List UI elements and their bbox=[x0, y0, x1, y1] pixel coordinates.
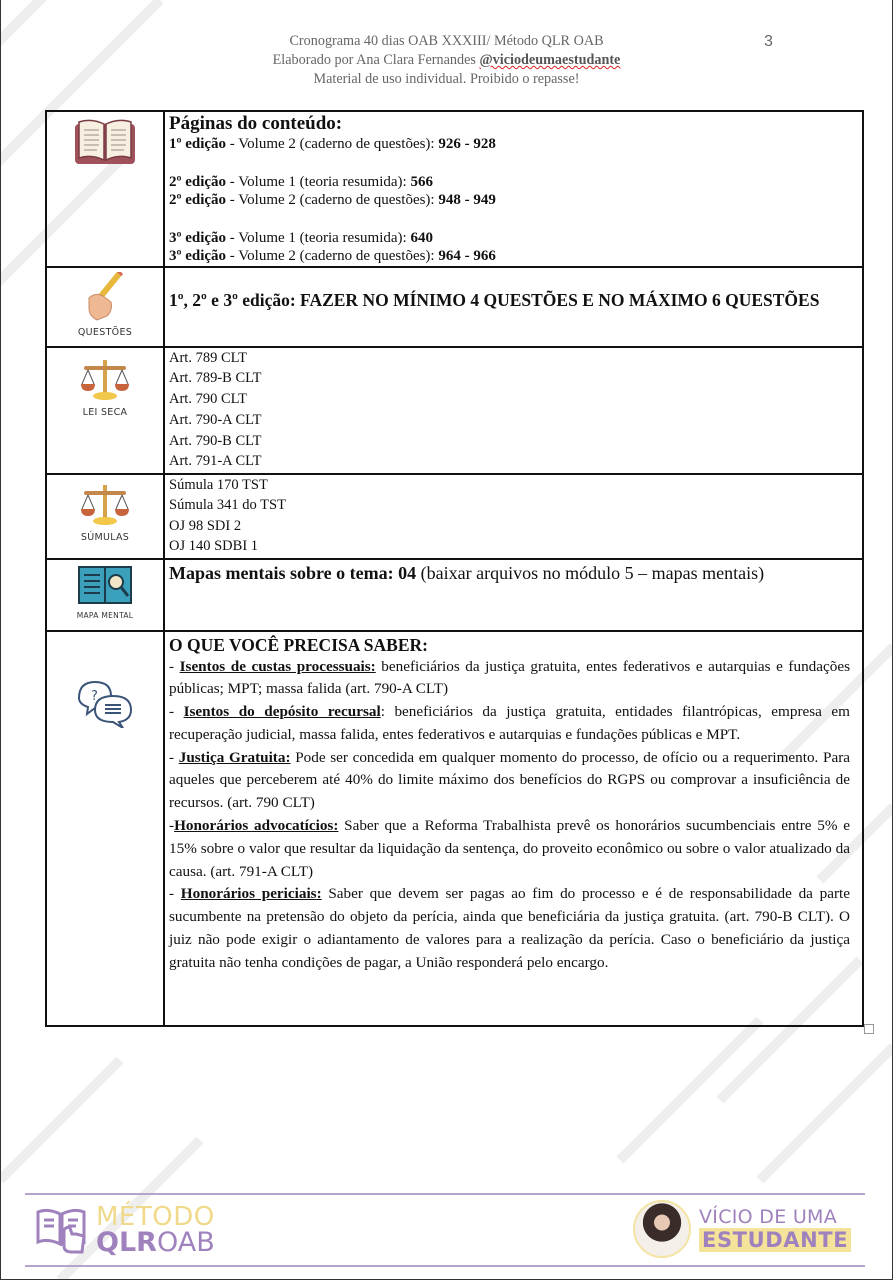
svg-text:?: ? bbox=[91, 688, 98, 704]
sumula-item: Súmula 170 TST bbox=[169, 476, 268, 493]
mapa-text: Mapas mentais sobre o tema: 04 (baixar arquivos no módulo 5 – mapas mentais) bbox=[169, 562, 765, 583]
saber-icon-cell bbox=[46, 631, 164, 1026]
header-author: Elaborado por Ana Clara Fernandes @viciodeumaestudante bbox=[272, 52, 621, 68]
header-title: Cronograma 40 dias OAB XXXIII/ Método QLR OAB bbox=[289, 33, 604, 49]
scales-icon bbox=[80, 358, 130, 402]
pages-content bbox=[164, 111, 863, 267]
open-book-icon bbox=[73, 118, 137, 168]
row-mapa-mental bbox=[46, 559, 863, 631]
saber-paragraph: -Honorários advocatícios: Saber que a Reforma Trabalhista prevê os honorários sucumbenciais entre 5% e 15% sobre o valor que resultar da liquidação da sentença, do proveito econômico ou sobre o valor atualizado da causa. (art. 791-A CLT) bbox=[169, 817, 851, 880]
sumulas-icon-cell bbox=[46, 474, 164, 559]
lei-seca-item: Art. 789-B CLT bbox=[169, 370, 262, 387]
mapa-label: MAPA MENTAL bbox=[76, 610, 134, 620]
saber-paragraph: - Isentos de custas processuais: beneficiários da justiça gratuita, entes federativos e autarquias e fundações públicas; MPT; massa falida (art. 790-A CLT) bbox=[169, 657, 850, 698]
pages-entry: 3º edição - Volume 2 (caderno de questões): 964 - 966 bbox=[169, 248, 496, 264]
questoes-instruction: 1º, 2º e 3º edição: FAZER NO MÍNIMO 4 QUESTÕES E NO MÁXIMO 6 QUESTÕES bbox=[169, 289, 820, 310]
logo-metodo-text: MÉTODO bbox=[96, 1201, 215, 1232]
scales-icon bbox=[80, 483, 130, 527]
pages-icon-cell bbox=[46, 111, 164, 267]
saber-paragraph: - Honorários periciais: Saber que devem ser pagas ao fim do processo e é de responsabilidade da parte sucumbente na pretensão do objeto da perícia, ainda que beneficiária da justiça gratuita. (art. 790-B CLT). O juiz não pode exigir o adiantamento de valores para a realização da perícia. Caso o beneficiário da justiça gratuita não tenha condições de pagar, a União responderá pelo encargo. bbox=[169, 885, 850, 971]
footer-divider-bottom bbox=[25, 1265, 865, 1267]
row-lei-seca bbox=[46, 347, 863, 474]
lei-seca-item: Art. 789 CLT bbox=[169, 349, 248, 366]
lei-seca-label: LEI SECA bbox=[82, 406, 128, 418]
mind-map-book-icon bbox=[78, 566, 132, 606]
lei-seca-item: Art. 791-A CLT bbox=[169, 453, 262, 470]
metodo-qlr-logo: MÉTODO QLROAB bbox=[34, 1203, 215, 1259]
page-number: 3 bbox=[764, 33, 773, 50]
lei-seca-list bbox=[164, 347, 863, 474]
lei-seca-icon-cell bbox=[46, 347, 164, 474]
questoes-label: QUESTÕES bbox=[77, 326, 133, 338]
pages-entry: 2º edição - Volume 1 (teoria resumida): 566 bbox=[169, 173, 433, 190]
header-notice: Material de uso individual. Proibido o repasse! bbox=[313, 71, 580, 87]
pages-entry: 3º edição - Volume 1 (teoria resumida): 640 bbox=[169, 229, 433, 246]
lei-seca-item: Art. 790-A CLT bbox=[169, 411, 262, 428]
book-hand-icon bbox=[34, 1206, 90, 1256]
vicio-de-uma-estudante-logo bbox=[633, 1200, 851, 1258]
pages-title: Páginas do conteúdo: bbox=[169, 113, 343, 134]
questoes-icon-cell bbox=[46, 267, 164, 347]
logo-vicio-text: VÍCIO DE UMA bbox=[699, 1206, 838, 1228]
saber-content bbox=[164, 631, 863, 1026]
saber-paragraph: - Justiça Gratuita: Pode ser concedida em qualquer momento do processo, de ofício ou a requerimento. Para aqueles que perceberem até 40% do limite máximo dos benefícios do RGPS ou comprovar a insuficiência de recursos. (art. 790 CLT) bbox=[169, 748, 850, 812]
document-header bbox=[0, 32, 893, 89]
author-handle: @viciodeumaestudante bbox=[479, 52, 621, 68]
footer-divider-top bbox=[25, 1193, 865, 1195]
row-pages bbox=[46, 111, 863, 267]
lei-seca-item: Art. 790 CLT bbox=[169, 391, 248, 408]
row-saber bbox=[46, 631, 863, 1026]
sumulas-list bbox=[164, 474, 863, 559]
questoes-content bbox=[164, 267, 863, 347]
saber-paragraph: - Isentos do depósito recursal: beneficiários da justiça gratuita, entidades filantrópicas, empresa em recuperação judicial, massa falida, entes federativos e autarquias e fundações públicas e MPT. bbox=[169, 703, 850, 743]
mapa-icon-cell bbox=[46, 559, 164, 631]
table-resize-handle[interactable] bbox=[864, 1024, 874, 1034]
sumula-item: Súmula 341 do TST bbox=[169, 497, 286, 513]
sumula-item: OJ 140 SDBI 1 bbox=[169, 538, 259, 554]
sumula-item: OJ 98 SDI 2 bbox=[169, 517, 242, 534]
chat-bubbles-icon bbox=[75, 676, 135, 728]
hand-pencil-icon bbox=[83, 272, 127, 322]
logo-estudante-text: ESTUDANTE bbox=[699, 1228, 851, 1252]
content-table bbox=[45, 110, 864, 1027]
row-questoes bbox=[46, 267, 863, 347]
saber-title: O QUE VOCÊ PRECISA SABER: bbox=[169, 634, 428, 655]
row-sumulas bbox=[46, 474, 863, 559]
lei-seca-item: Art. 790-B CLT bbox=[169, 432, 262, 449]
pages-entry: 2º edição - Volume 2 (caderno de questões): 948 - 949 bbox=[169, 192, 496, 208]
sumulas-label: SÚMULAS bbox=[80, 531, 130, 543]
pages-entry: 1º edição - Volume 2 (caderno de questões): 926 - 928 bbox=[169, 136, 496, 152]
mapa-content bbox=[164, 559, 863, 631]
avatar bbox=[633, 1200, 691, 1258]
